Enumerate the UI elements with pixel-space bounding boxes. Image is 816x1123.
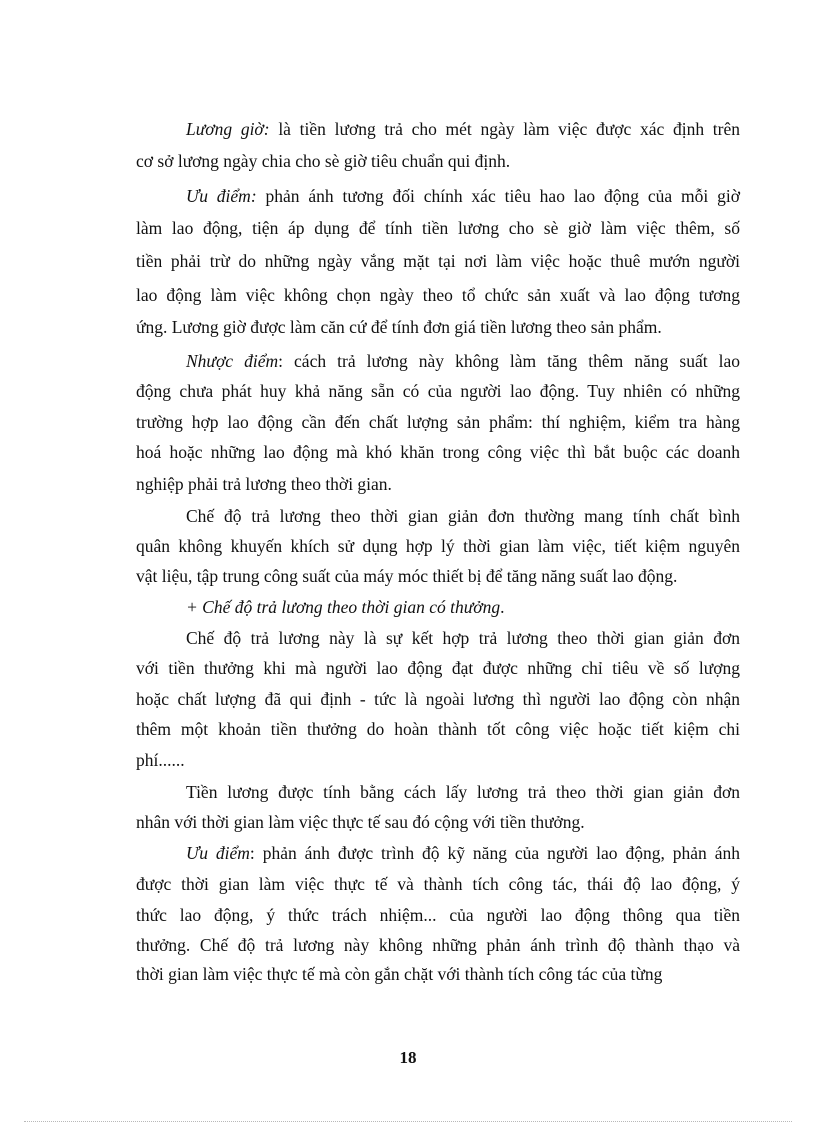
line-text: : phản ánh được trình độ kỹ năng của người lao động, phản ánh — [249, 843, 740, 863]
line-text: với tiền thưởng khi mà người lao động đạt được những chỉ tiêu về số lượng — [136, 658, 740, 678]
italic-lead: + Chế độ trả lương theo thời gian có thưởng — [186, 597, 501, 617]
text-line — [186, 781, 740, 803]
line-text: thưởng. Chế độ trả lương này không những phản ánh trình độ thành thạo và — [136, 935, 740, 955]
text-line — [136, 217, 740, 239]
line-text: được thời gian làm việc thực tế và thành tích công tác, thái độ lao động, ý — [136, 874, 740, 894]
section-heading — [186, 596, 740, 618]
text-line — [136, 380, 740, 402]
line-text: phí...... — [136, 750, 185, 770]
line-text: ứng. Lương giờ được làm căn cứ để tính đơn giá tiền lương theo sản phẩm. — [136, 317, 662, 337]
line-text: quân không khuyến khích sử dụng hợp lý thời gian làm việc, tiết kiệm nguyên — [136, 536, 740, 556]
line-text: Chế độ trả lương theo thời gian giản đơn thường mang tính chất bình — [186, 506, 740, 526]
text-line — [186, 350, 740, 372]
line-text: tiền phải trừ do những ngày vắng mặt tại nơi làm việc hoặc thuê mướn người — [136, 251, 740, 271]
text-line — [136, 811, 740, 833]
line-text: động chưa phát huy khả năng sẵn có của người lao động. Tuy nhiên có những — [136, 381, 740, 401]
line-text: hoá hoặc những lao động mà khó khăn trong công việc thì bắt buộc các doanh — [136, 442, 740, 462]
text-line — [136, 250, 740, 272]
italic-lead: Ưu điểm: — [186, 186, 257, 206]
line-text: lao động làm việc không chọn ngày theo tổ chức sản xuất và lao động tương — [136, 285, 740, 305]
italic-lead: Lương giờ: — [186, 119, 270, 139]
text-line — [136, 873, 740, 895]
text-line — [136, 749, 740, 771]
text-line — [136, 150, 740, 172]
text-line — [136, 535, 740, 557]
text-line — [136, 904, 740, 926]
page-bottom-border — [24, 1121, 792, 1122]
text-line — [136, 565, 740, 587]
line-text: cơ sở lương ngày chia cho sè giờ tiêu chuẩn qui định. — [136, 151, 511, 171]
text-line — [136, 934, 740, 956]
text-line — [136, 411, 740, 433]
line-text: : cách trả lương này không làm tăng thêm năng suất lao — [278, 351, 740, 371]
text-line — [136, 473, 740, 495]
line-text: trường hợp lao động cần đến chất lượng sản phẩm: thí nghiệm, kiểm tra hàng — [136, 412, 740, 432]
line-text: thời gian làm việc thực tế mà còn gắn chặt với thành tích công tác của từng — [136, 964, 663, 984]
line-text: Chế độ trả lương này là sự kết hợp trả lương theo thời gian giản đơn — [186, 628, 740, 648]
line-text: là tiền lương trả cho mét ngày làm việc được xác định trên — [269, 119, 740, 139]
text-line — [186, 842, 740, 864]
line-text: phản ánh tương đối chính xác tiêu hao lao động của mỗi giờ — [256, 186, 740, 206]
text-line — [136, 657, 740, 679]
text-line — [136, 441, 740, 463]
line-text: thêm một khoản tiền thưởng do hoàn thành tốt công việc hoặc tiết kiệm chi — [136, 719, 740, 739]
text-line — [186, 627, 740, 649]
italic-lead: Nhược điểm — [186, 351, 279, 371]
line-text: hoặc chất lượng đã qui định - tức là ngoài lương thì người lao động còn nhận — [136, 689, 740, 709]
line-text: thức lao động, ý thức trách nhiệm... của người lao động thông qua tiền — [136, 905, 740, 925]
line-text: nghiệp phải trả lương theo thời gian. — [136, 474, 392, 494]
line-text: Tiền lương được tính bằng cách lấy lương trả theo thời gian giản đơn — [186, 782, 740, 802]
text-line — [186, 505, 740, 527]
text-line — [186, 118, 740, 140]
text-line — [136, 688, 740, 710]
italic-lead: Ưu điểm — [186, 843, 250, 863]
line-text: nhân với thời gian làm việc thực tế sau đó cộng với tiền thưởng. — [136, 812, 585, 832]
text-line — [136, 284, 740, 306]
text-line — [136, 316, 740, 338]
page-number: 18 — [399, 1048, 417, 1067]
line-text: làm lao động, tiện áp dụng để tính tiền lương cho sè giờ làm việc thêm, số — [136, 218, 740, 238]
line-text: vật liệu, tập trung công suất của máy móc thiết bị để tăng năng suất lao động. — [136, 566, 678, 586]
text-line — [186, 185, 740, 207]
text-line — [136, 963, 740, 985]
line-text: . — [500, 597, 505, 617]
text-line — [136, 718, 740, 740]
